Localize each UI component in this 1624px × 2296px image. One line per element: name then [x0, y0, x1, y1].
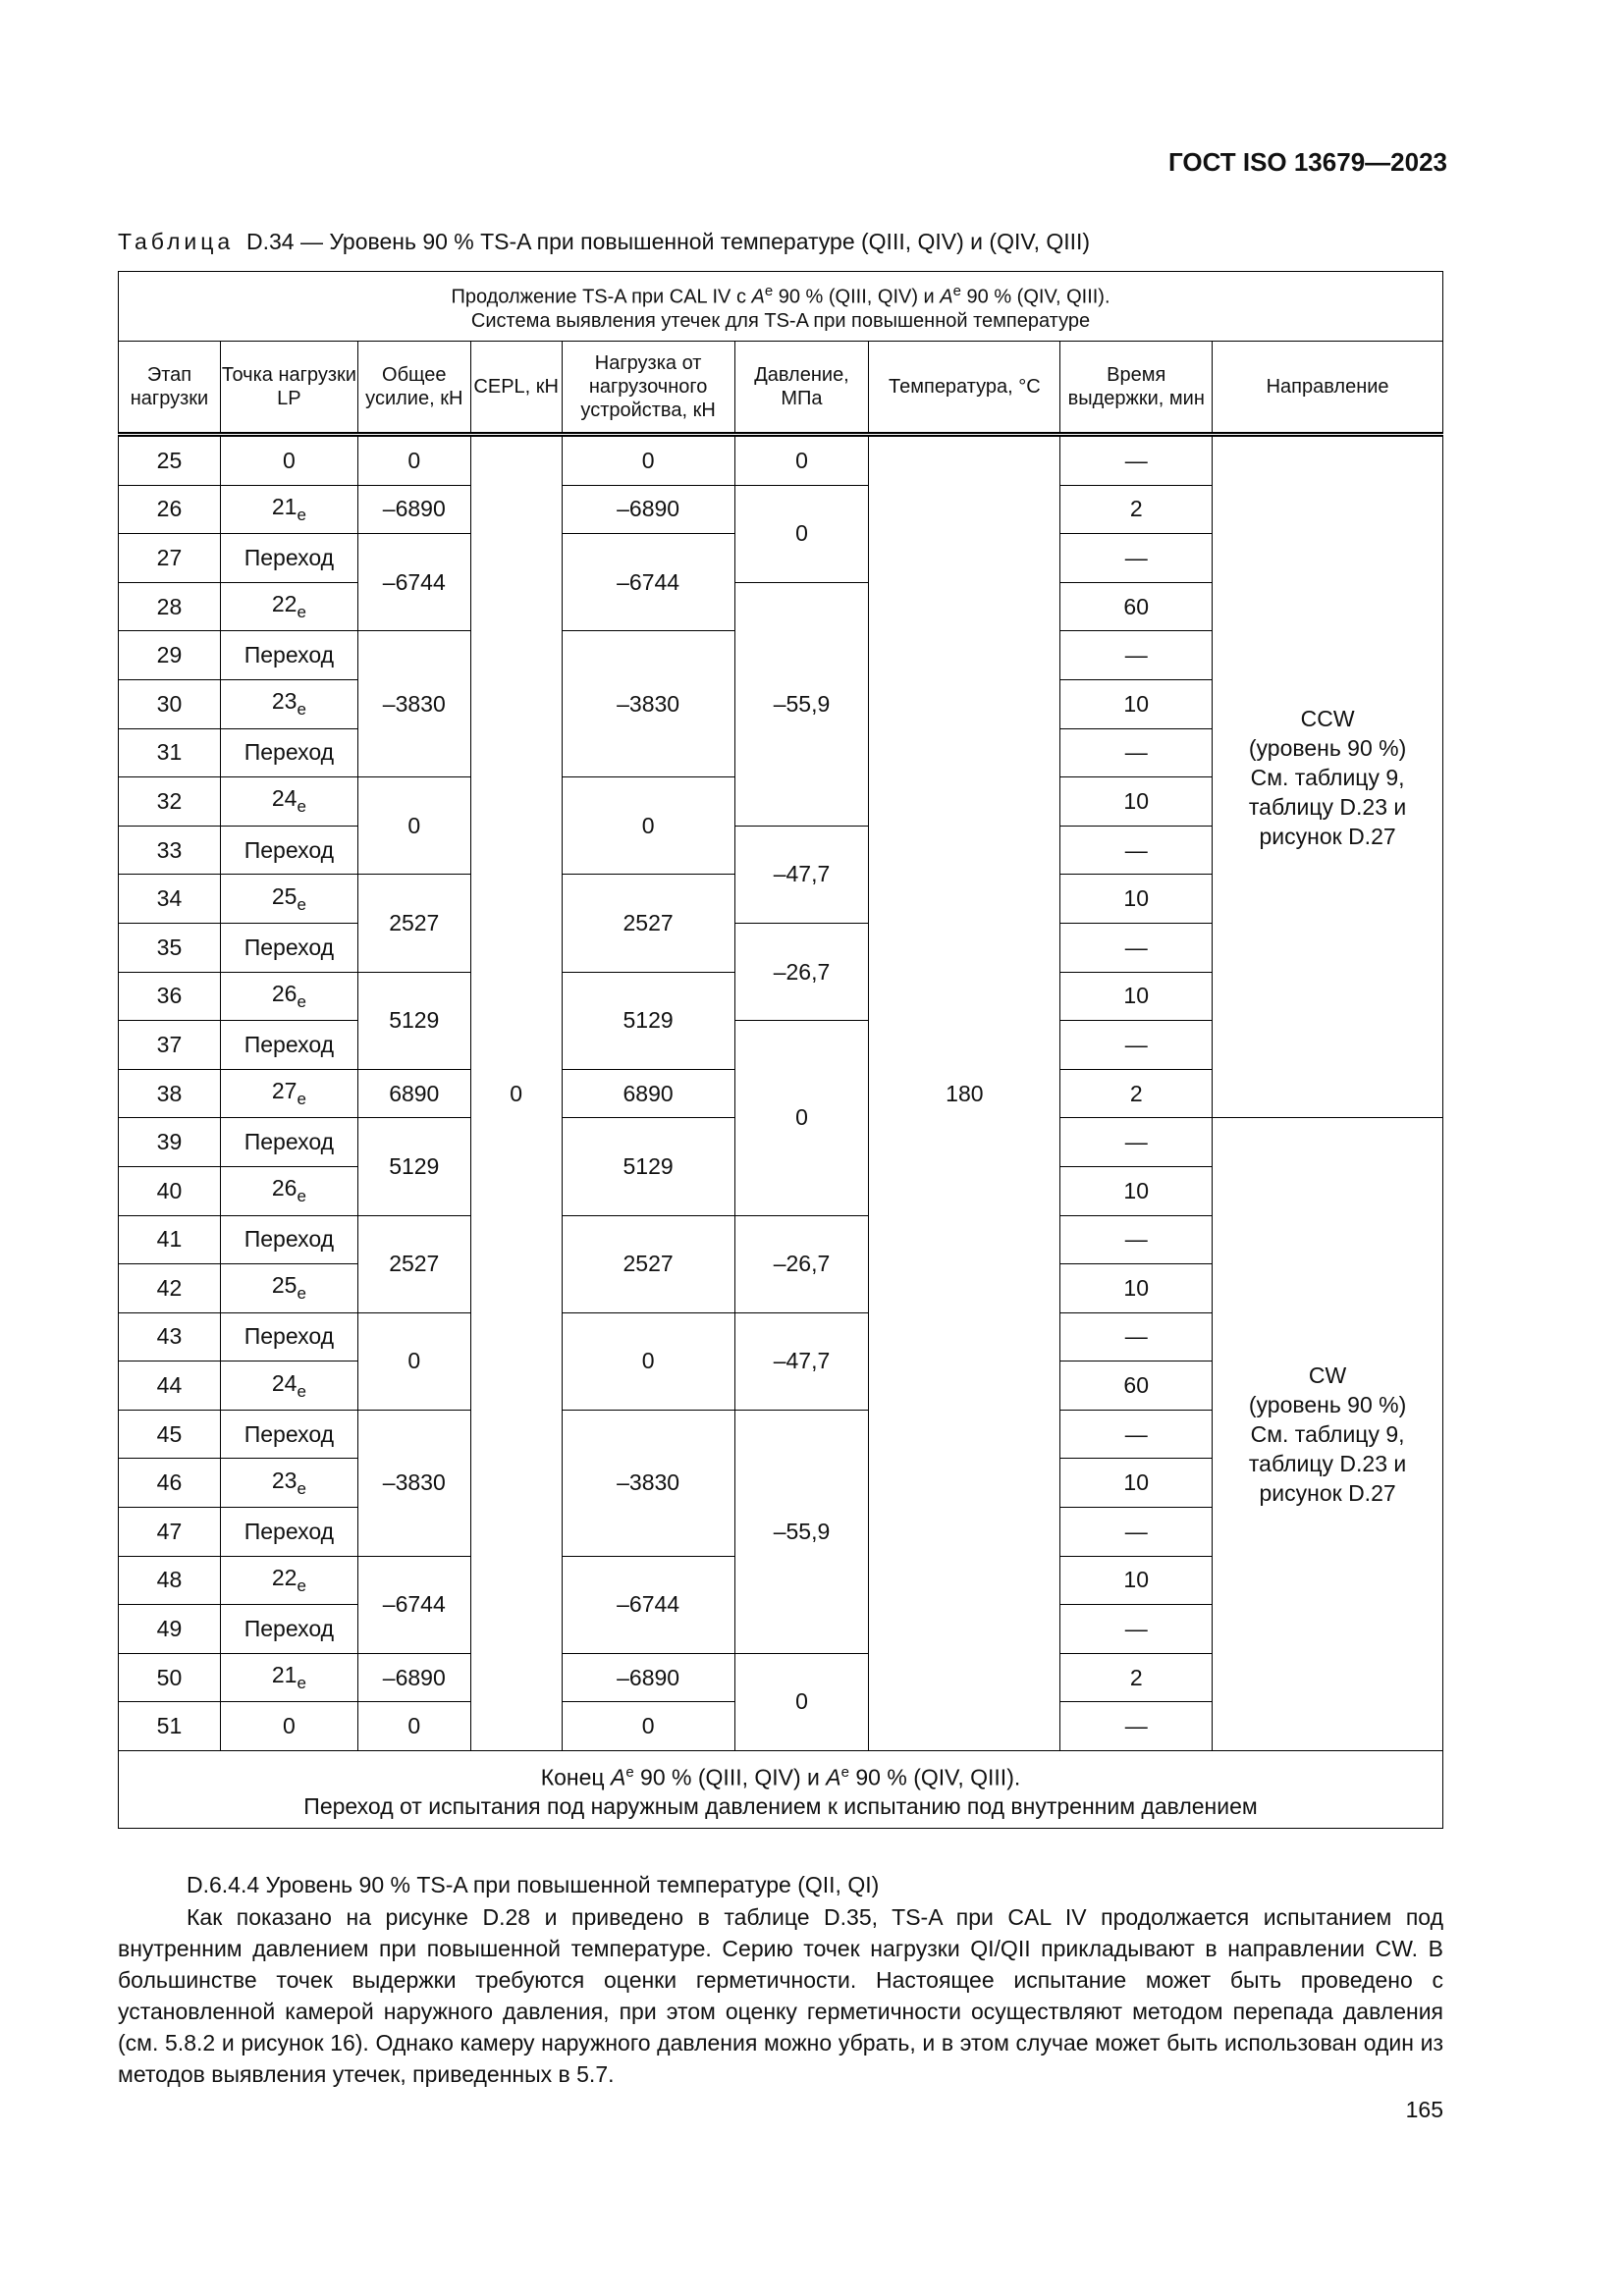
cell-device-load: 5129: [562, 972, 734, 1069]
cell-hold-time: —: [1060, 728, 1213, 777]
cell-point: Переход: [220, 1215, 357, 1264]
cell-hold-time: —: [1060, 435, 1213, 486]
col-header-temperature: Температура, °С: [869, 342, 1060, 435]
cell-stage: 26: [119, 485, 221, 534]
col-header-point: Точка нагрузки LP: [220, 342, 357, 435]
cell-point: $27_е$: [220, 1069, 357, 1118]
standard-designation: ГОСТ ISO 13679—2023: [1167, 147, 1447, 177]
cell-hold-time: 60: [1060, 1362, 1213, 1411]
cell-point: $25_е$: [220, 1264, 357, 1313]
cell-hold-time: 2: [1060, 1069, 1213, 1118]
col-header-hold: Время выдержки, мин: [1060, 342, 1213, 435]
cell-hold-time: 10: [1060, 679, 1213, 728]
direction-line: (уровень 90 %): [1248, 734, 1407, 761]
cell-hold-time: 2: [1060, 1653, 1213, 1702]
cell-total-force: –3830: [357, 631, 470, 777]
col-header-device: Нагрузка от нагрузочного устройства, кН: [562, 342, 734, 435]
table-footer-line-2: Переход от испытания под наружным давлением к испытанию под внутренним давлением: [303, 1793, 1258, 1820]
cell-hold-time: 10: [1060, 1556, 1213, 1605]
cell-pressure: –55,9: [734, 1410, 869, 1653]
col-header-direction: Направление: [1213, 342, 1443, 435]
table-footer-line-1: Конец $A^e$ 90 % (QIII, QIV) и $A^e$ 90 % (QIV, QIII).: [540, 1763, 1021, 1790]
page-number: 165: [1405, 2097, 1443, 2122]
cell-point: $25_е$: [220, 875, 357, 924]
cell-stage: 37: [119, 1021, 221, 1070]
cell-point: Переход: [220, 1312, 357, 1362]
cell-device-load: –6890: [562, 1653, 734, 1702]
cell-point: Переход: [220, 923, 357, 972]
cell-point: Переход: [220, 1118, 357, 1167]
cell-pressure: 0: [734, 485, 869, 582]
direction-line: См. таблицу 9,: [1250, 764, 1405, 790]
cell-total-force: 5129: [357, 1118, 470, 1215]
cell-device-load: –6744: [562, 1556, 734, 1653]
direction-line: рисунок D.27: [1259, 1480, 1396, 1507]
cell-point: Переход: [220, 1021, 357, 1070]
table-title-line-2: Система выявления утечек для TS-A при повышенной температуре: [470, 309, 1091, 332]
direction-line: таблицу D.23 и: [1248, 793, 1407, 820]
cell-stage: 41: [119, 1215, 221, 1264]
direction-line: (уровень 90 %): [1248, 1392, 1407, 1418]
table-footer-cell: [119, 1751, 1443, 1829]
cell-stage: 27: [119, 534, 221, 583]
cell-total-force: –3830: [357, 1410, 470, 1556]
cell-stage: 40: [119, 1166, 221, 1215]
cell-stage: 47: [119, 1508, 221, 1557]
cell-device-load: –6890: [562, 485, 734, 534]
cell-total-force: –6890: [357, 485, 470, 534]
cell-device-load: 0: [562, 1702, 734, 1751]
cell-stage: 30: [119, 679, 221, 728]
cell-total-force: –6890: [357, 1653, 470, 1702]
cell-device-load: –6744: [562, 534, 734, 631]
table-footer-row: [119, 1751, 1443, 1829]
cell-hold-time: —: [1060, 1605, 1213, 1654]
cell-stage: 35: [119, 923, 221, 972]
cell-hold-time: —: [1060, 1021, 1213, 1070]
cell-hold-time: 10: [1060, 972, 1213, 1021]
section-heading: D.6.4.4 Уровень 90 % TS-A при повышенной температуре (QII, QI): [187, 1872, 880, 1897]
cell-point: $22_е$: [220, 582, 357, 631]
table-title-row: [119, 272, 1443, 342]
cell-hold-time: —: [1060, 826, 1213, 875]
cell-point: $24_е$: [220, 777, 357, 827]
cell-point: 0: [220, 1702, 357, 1751]
cell-hold-time: —: [1060, 1118, 1213, 1167]
cell-stage: 33: [119, 826, 221, 875]
table-row: [119, 435, 1443, 486]
data-table: [118, 271, 1443, 1829]
cell-stage: 38: [119, 1069, 221, 1118]
col-header-stage: Этап нагрузки: [119, 342, 221, 435]
cell-total-force: 6890: [357, 1069, 470, 1118]
cell-hold-time: —: [1060, 1702, 1213, 1751]
cell-pressure: –47,7: [734, 1312, 869, 1410]
table-caption: [118, 229, 1090, 255]
direction-line: CW: [1308, 1362, 1347, 1389]
cell-hold-time: 10: [1060, 875, 1213, 924]
cell-total-force: –6744: [357, 534, 470, 631]
cell-total-force: 2527: [357, 875, 470, 972]
cell-stage: 43: [119, 1312, 221, 1362]
cell-device-load: 2527: [562, 875, 734, 972]
direction-line: рисунок D.27: [1259, 823, 1396, 849]
cell-stage: 42: [119, 1264, 221, 1313]
cell-hold-time: 10: [1060, 777, 1213, 827]
cell-total-force: 2527: [357, 1215, 470, 1312]
cell-total-force: –6744: [357, 1556, 470, 1653]
table-caption-text: D.34 — Уровень 90 % TS-A при повышенной температуре (QIII, QIV) и (QIV, QIII): [245, 229, 1091, 254]
cell-stage: 50: [119, 1653, 221, 1702]
cell-device-load: 2527: [562, 1215, 734, 1312]
column-header-row: [119, 342, 1443, 435]
cell-point: $23_е$: [220, 679, 357, 728]
cell-stage: 29: [119, 631, 221, 680]
cell-direction-cw: [1213, 1118, 1443, 1751]
cell-pressure: 0: [734, 435, 869, 486]
table-title-cell: [119, 272, 1443, 342]
cell-stage: 34: [119, 875, 221, 924]
cell-stage: 46: [119, 1459, 221, 1508]
cell-point: $26_е$: [220, 972, 357, 1021]
cell-total-force: 0: [357, 1702, 470, 1751]
cell-hold-time: 2: [1060, 485, 1213, 534]
direction-line: CCW: [1300, 705, 1355, 731]
cell-device-load: 0: [562, 777, 734, 875]
cell-pressure: –26,7: [734, 1215, 869, 1312]
cell-temperature: 180: [869, 435, 1060, 1751]
cell-total-force: 0: [357, 435, 470, 486]
cell-device-load: –3830: [562, 1410, 734, 1556]
cell-stage: 36: [119, 972, 221, 1021]
cell-stage: 44: [119, 1362, 221, 1411]
cell-hold-time: 10: [1060, 1166, 1213, 1215]
cell-point: Переход: [220, 1605, 357, 1654]
cell-pressure: –55,9: [734, 582, 869, 826]
cell-hold-time: 10: [1060, 1264, 1213, 1313]
cell-hold-time: —: [1060, 631, 1213, 680]
cell-stage: 32: [119, 777, 221, 827]
cell-stage: 49: [119, 1605, 221, 1654]
cell-hold-time: —: [1060, 1312, 1213, 1362]
cell-point: $26_е$: [220, 1166, 357, 1215]
cell-stage: 28: [119, 582, 221, 631]
cell-hold-time: 60: [1060, 582, 1213, 631]
cell-pressure: 0: [734, 1021, 869, 1215]
cell-stage: 25: [119, 435, 221, 486]
cell-hold-time: —: [1060, 534, 1213, 583]
cell-device-load: 0: [562, 435, 734, 486]
cell-total-force: 5129: [357, 972, 470, 1069]
col-header-pressure: Давление, МПа: [734, 342, 869, 435]
table-caption-word: Таблица: [118, 229, 235, 254]
cell-device-load: –3830: [562, 631, 734, 777]
cell-point: Переход: [220, 826, 357, 875]
cell-stage: 48: [119, 1556, 221, 1605]
cell-point: Переход: [220, 631, 357, 680]
cell-stage: 45: [119, 1410, 221, 1459]
cell-direction-ccw: [1213, 435, 1443, 1118]
cell-total-force: 0: [357, 777, 470, 875]
cell-device-load: 5129: [562, 1118, 734, 1215]
col-header-total: Общее усилие, кН: [357, 342, 470, 435]
cell-point: $24_е$: [220, 1362, 357, 1411]
cell-pressure: 0: [734, 1653, 869, 1750]
section-body: Как показано на рисунке D.28 и приведено в таблице D.35, TS-A при CAL IV продолжается испытанием под внутренним давлением при повышенной температуре. Серию точек нагрузки QI/QII прикладывают в направлении CW. В большинстве точек выдержки требуются оценки герметичности. Настоящее испытание может быть проведено с установленной камерой наружного давления, при этом оценку герметичности осуществляют методом перепада давления (см. 5.8.2 и рисунок 16). Однако камеру наружного давления можно убрать, и в этом случае может быть использован один из методов выявления утечек, приведенных в 5.7.: [118, 1904, 1443, 2087]
cell-pressure: –26,7: [734, 923, 869, 1020]
cell-point: $22_е$: [220, 1556, 357, 1605]
cell-total-force: 0: [357, 1312, 470, 1410]
cell-point: 0: [220, 435, 357, 486]
cell-pressure: –47,7: [734, 826, 869, 923]
cell-hold-time: —: [1060, 923, 1213, 972]
cell-cepl: 0: [470, 435, 562, 1751]
cell-point: $21_е$: [220, 1653, 357, 1702]
cell-stage: 39: [119, 1118, 221, 1167]
cell-point: $23_е$: [220, 1459, 357, 1508]
cell-hold-time: —: [1060, 1508, 1213, 1557]
direction-line: таблицу D.23 и: [1248, 1451, 1407, 1477]
cell-point: Переход: [220, 1508, 357, 1557]
cell-point: $21_е$: [220, 485, 357, 534]
cell-point: Переход: [220, 1410, 357, 1459]
direction-line: См. таблицу 9,: [1250, 1421, 1405, 1448]
table-title-line-1: Продолжение TS-A при CAL IV с $A^e$ 90 % (QIII, QIV) и $A^e$ 90 % (QIV, QIII).: [451, 283, 1110, 308]
cell-point: Переход: [220, 534, 357, 583]
cell-hold-time: —: [1060, 1215, 1213, 1264]
cell-device-load: 6890: [562, 1069, 734, 1118]
cell-point: Переход: [220, 728, 357, 777]
cell-stage: 51: [119, 1702, 221, 1751]
cell-stage: 31: [119, 728, 221, 777]
cell-hold-time: —: [1060, 1410, 1213, 1459]
cell-hold-time: 10: [1060, 1459, 1213, 1508]
col-header-cepl: CEPL, кН: [470, 342, 562, 435]
cell-device-load: 0: [562, 1312, 734, 1410]
